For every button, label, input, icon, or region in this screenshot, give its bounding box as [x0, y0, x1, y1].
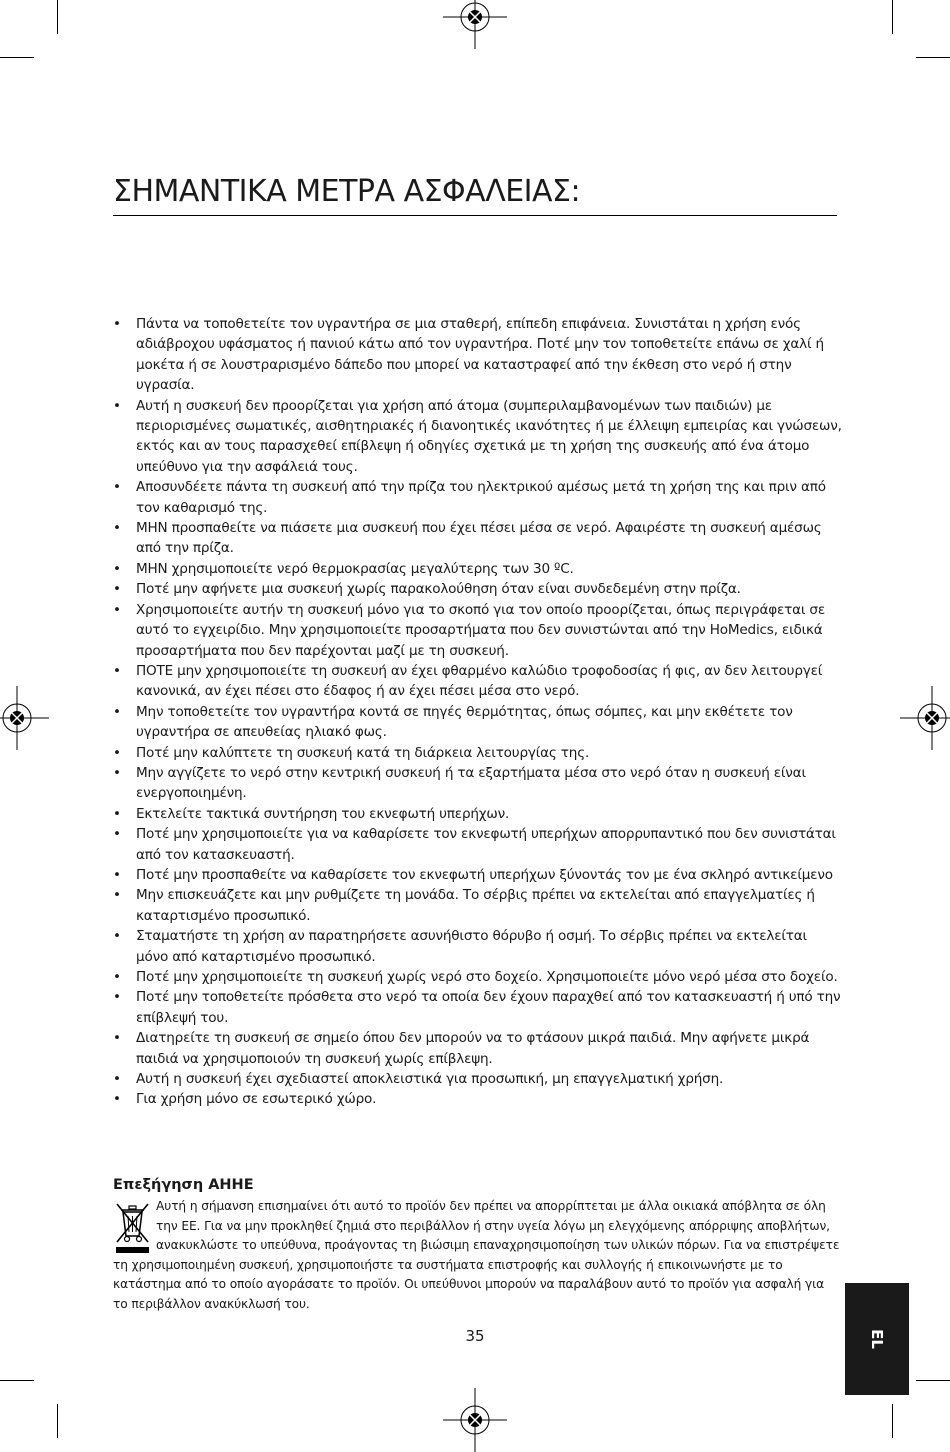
list-item: • Αυτή η συσκευή δεν προορίζεται για χρήση από άτομα (συμπεριλαμβανομένων των παιδιών) με περιορισμένες σωματικές, αισθητηριακές ή διανοητικές ικανότητες ή με έλλειψη εμπειρίας και γνώσεων, εκτός και αν τους παρασχεθεί επίβλεψη ή οδηγίες σχετικά με τη χρήση της συσκευής από ένα άτομο υπεύθυνο για την ασφάλειά τους. [113, 396, 843, 478]
crop-mark [916, 1380, 950, 1381]
icon-spacer [113, 1197, 156, 1255]
registration-mark-icon [0, 686, 49, 750]
list-item: • Ποτέ μην χρησιμοποιείτε τη συσκευή χωρίς νερό στο δοχείο. Χρησιμοποιείτε μόνο νερό μέσα στο δοχείο. [113, 967, 843, 987]
list-item: • ΠΟΤΕ μην χρησιμοποιείτε τη συσκευή αν έχει φθαρμένο καλώδιο τροφοδοσίας ή φις, αν δεν λειτουργεί κανονικά, αν έχει πέσει στο έδαφος ή αν έχει πέσει μέσα στο νερό. [113, 661, 843, 702]
crop-mark [57, 0, 58, 34]
registration-mark-icon [900, 686, 950, 750]
crop-mark [57, 1404, 58, 1438]
crop-mark [892, 0, 893, 34]
crop-mark [892, 1404, 893, 1438]
weee-paragraph [113, 1197, 841, 1314]
list-item: • Ποτέ μην αφήνετε μια συσκευή χωρίς παρακολούθηση όταν είναι συνδεδεμένη στην πρίζα. [113, 579, 843, 599]
weee-text: Αυτή η σήμανση επισημαίνει ότι αυτό το προϊόν δεν πρέπει να απορρίπτεται με άλλα οικιακά απόβλητα σε όλη την ΕΕ. Για να μην προκληθεί ζημιά στο περιβάλλον ή στην υγεία λόγω μη ελεγχόμενης απόρριψης αποβλήτων, ανακυκλώστε το υπεύθυνα, προάγοντας τη βιώσιμη επαναχρησιμοποίηση των υλικών πόρων. Για να επιστρέψετε τη χρησιμοποιημένη συσκευή, χρησιμοποιήστε τα συστήματα επιστροφής και συλλογής ή επικοινωνήστε με το κατάστημα από το οποίο αγοράσατε το προϊόν. Οι υπεύθυνοι μπορούν να παραλάβουν αυτό το προϊόν για ασφαλή για το περιβάλλον ανακύκλωσή του. [113, 1199, 840, 1311]
list-item: • ΜΗΝ χρησιμοποιείτε νερό θερμοκρασίας μεγαλύτερης των 30 ºC. [113, 559, 843, 579]
list-item: • Μην τοποθετείτε τον υγραντήρα κοντά σε πηγές θερμότητας, όπως σόμπες, και μην εκθέτετε τον υγραντήρα σε απευθείας ηλιακό φως. [113, 702, 843, 743]
list-item: • Αυτή η συσκευή έχει σχεδιαστεί αποκλειστικά για προσωπική, μη επαγγελματική χρήση. [113, 1069, 843, 1089]
list-item: • Εκτελείτε τακτικά συντήρηση του εκνεφωτή υπερήχων. [113, 804, 843, 824]
list-item: • Διατηρείτε τη συσκευή σε σημείο όπου δεν μπορούν να το φτάσουν μικρά παιδιά. Μην αφήνετε μικρά παιδιά να χρησιμοποιούν τη συσκευή χωρίς επίβλεψη. [113, 1028, 843, 1069]
language-tab [845, 1283, 909, 1395]
list-item: • Χρησιμοποιείτε αυτήν τη συσκευή μόνο για το σκοπό για τον οποίο προορίζεται, όπως περιγράφεται σε αυτό το εγχειρίδιο. Μην χρησιμοποιείτε προσαρτήματα που δεν συνιστώνται από την HoMedics, ειδικά προσαρτήματα που δεν παρέχονται μαζί με τη συσκευή. [113, 600, 843, 661]
list-item: • Ποτέ μην τοποθετείτε πρόσθετα στο νερό τα οποία δεν έχουν παραχθεί από τον κατασκευαστή ή υπό την επίβλεψή του. [113, 987, 843, 1028]
list-item: • Αποσυνδέετε πάντα τη συσκευή από την πρίζα του ηλεκτρικού αμέσως μετά τη χρήση της και πριν από τον καθαρισμό της. [113, 477, 843, 518]
list-item: • Ποτέ μην προσπαθείτε να καθαρίσετε τον εκνεφωτή υπερήχων ξύνοντάς τον με ένα σκληρό αντικείμενο [113, 865, 843, 885]
weee-heading: Επεξήγηση ΑΗΗΕ [113, 1177, 254, 1193]
safety-list [113, 314, 843, 1110]
language-tab-label: EL [868, 1329, 886, 1349]
list-item: • Μην επισκευάζετε και μην ρυθμίζετε τη μονάδα. Το σέρβις πρέπει να εκτελείται από επαγγελματίες ή καταρτισμένο προσωπικό. [113, 885, 843, 926]
list-item: • Ποτέ μην χρησιμοποιείτε για να καθαρίσετε τον εκνεφωτή υπερήχων απορρυπαντικό που δεν συνιστάται από τον κατασκευαστή. [113, 824, 843, 865]
crop-mark [0, 57, 34, 58]
crop-mark [0, 1380, 34, 1381]
page-title: ΣΗΜΑΝΤΙΚΑ ΜΕΤΡΑ ΑΣΦΑΛΕΙΑΣ: [113, 170, 837, 216]
list-item: • ΜΗΝ προσπαθείτε να πιάσετε μια συσκευή που έχει πέσει μέσα σε νερό. Αφαιρέστε τη συσκευή αμέσως από την πρίζα. [113, 518, 843, 559]
page-number: 35 [465, 1327, 485, 1345]
list-item: • Ποτέ μην καλύπτετε τη συσκευή κατά τη διάρκεια λειτουργίας της. [113, 743, 843, 763]
registration-mark-icon [443, 1388, 507, 1452]
registration-mark-icon [443, 0, 507, 49]
list-item: • Μην αγγίζετε το νερό στην κεντρική συσκευή ή τα εξαρτήματα μέσα στο νερό όταν η συσκευή είναι ενεργοποιημένη. [113, 763, 843, 804]
list-item: • Πάντα να τοποθετείτε τον υγραντήρα σε μια σταθερή, επίπεδη επιφάνεια. Συνιστάται η χρήση ενός αδιάβροχου υφάσματος ή πανιού κάτω από τον υγραντήρα. Ποτέ μην τον τοποθετείτε επάνω σε χαλί ή μοκέτα ή σε λουστραρισμένο δάπεδο που μπορεί να καταστραφεί από την έκθεση στο νερό ή στην υγρασία. [113, 314, 843, 396]
crop-mark [916, 57, 950, 58]
list-item: • Σταματήστε τη χρήση αν παρατηρήσετε ασυνήθιστο θόρυβο ή οσμή. Το σέρβις πρέπει να εκτελείται μόνο από καταρτισμένο προσωπικό. [113, 926, 843, 967]
list-item: • Για χρήση μόνο σε εσωτερικό χώρο. [113, 1089, 843, 1109]
